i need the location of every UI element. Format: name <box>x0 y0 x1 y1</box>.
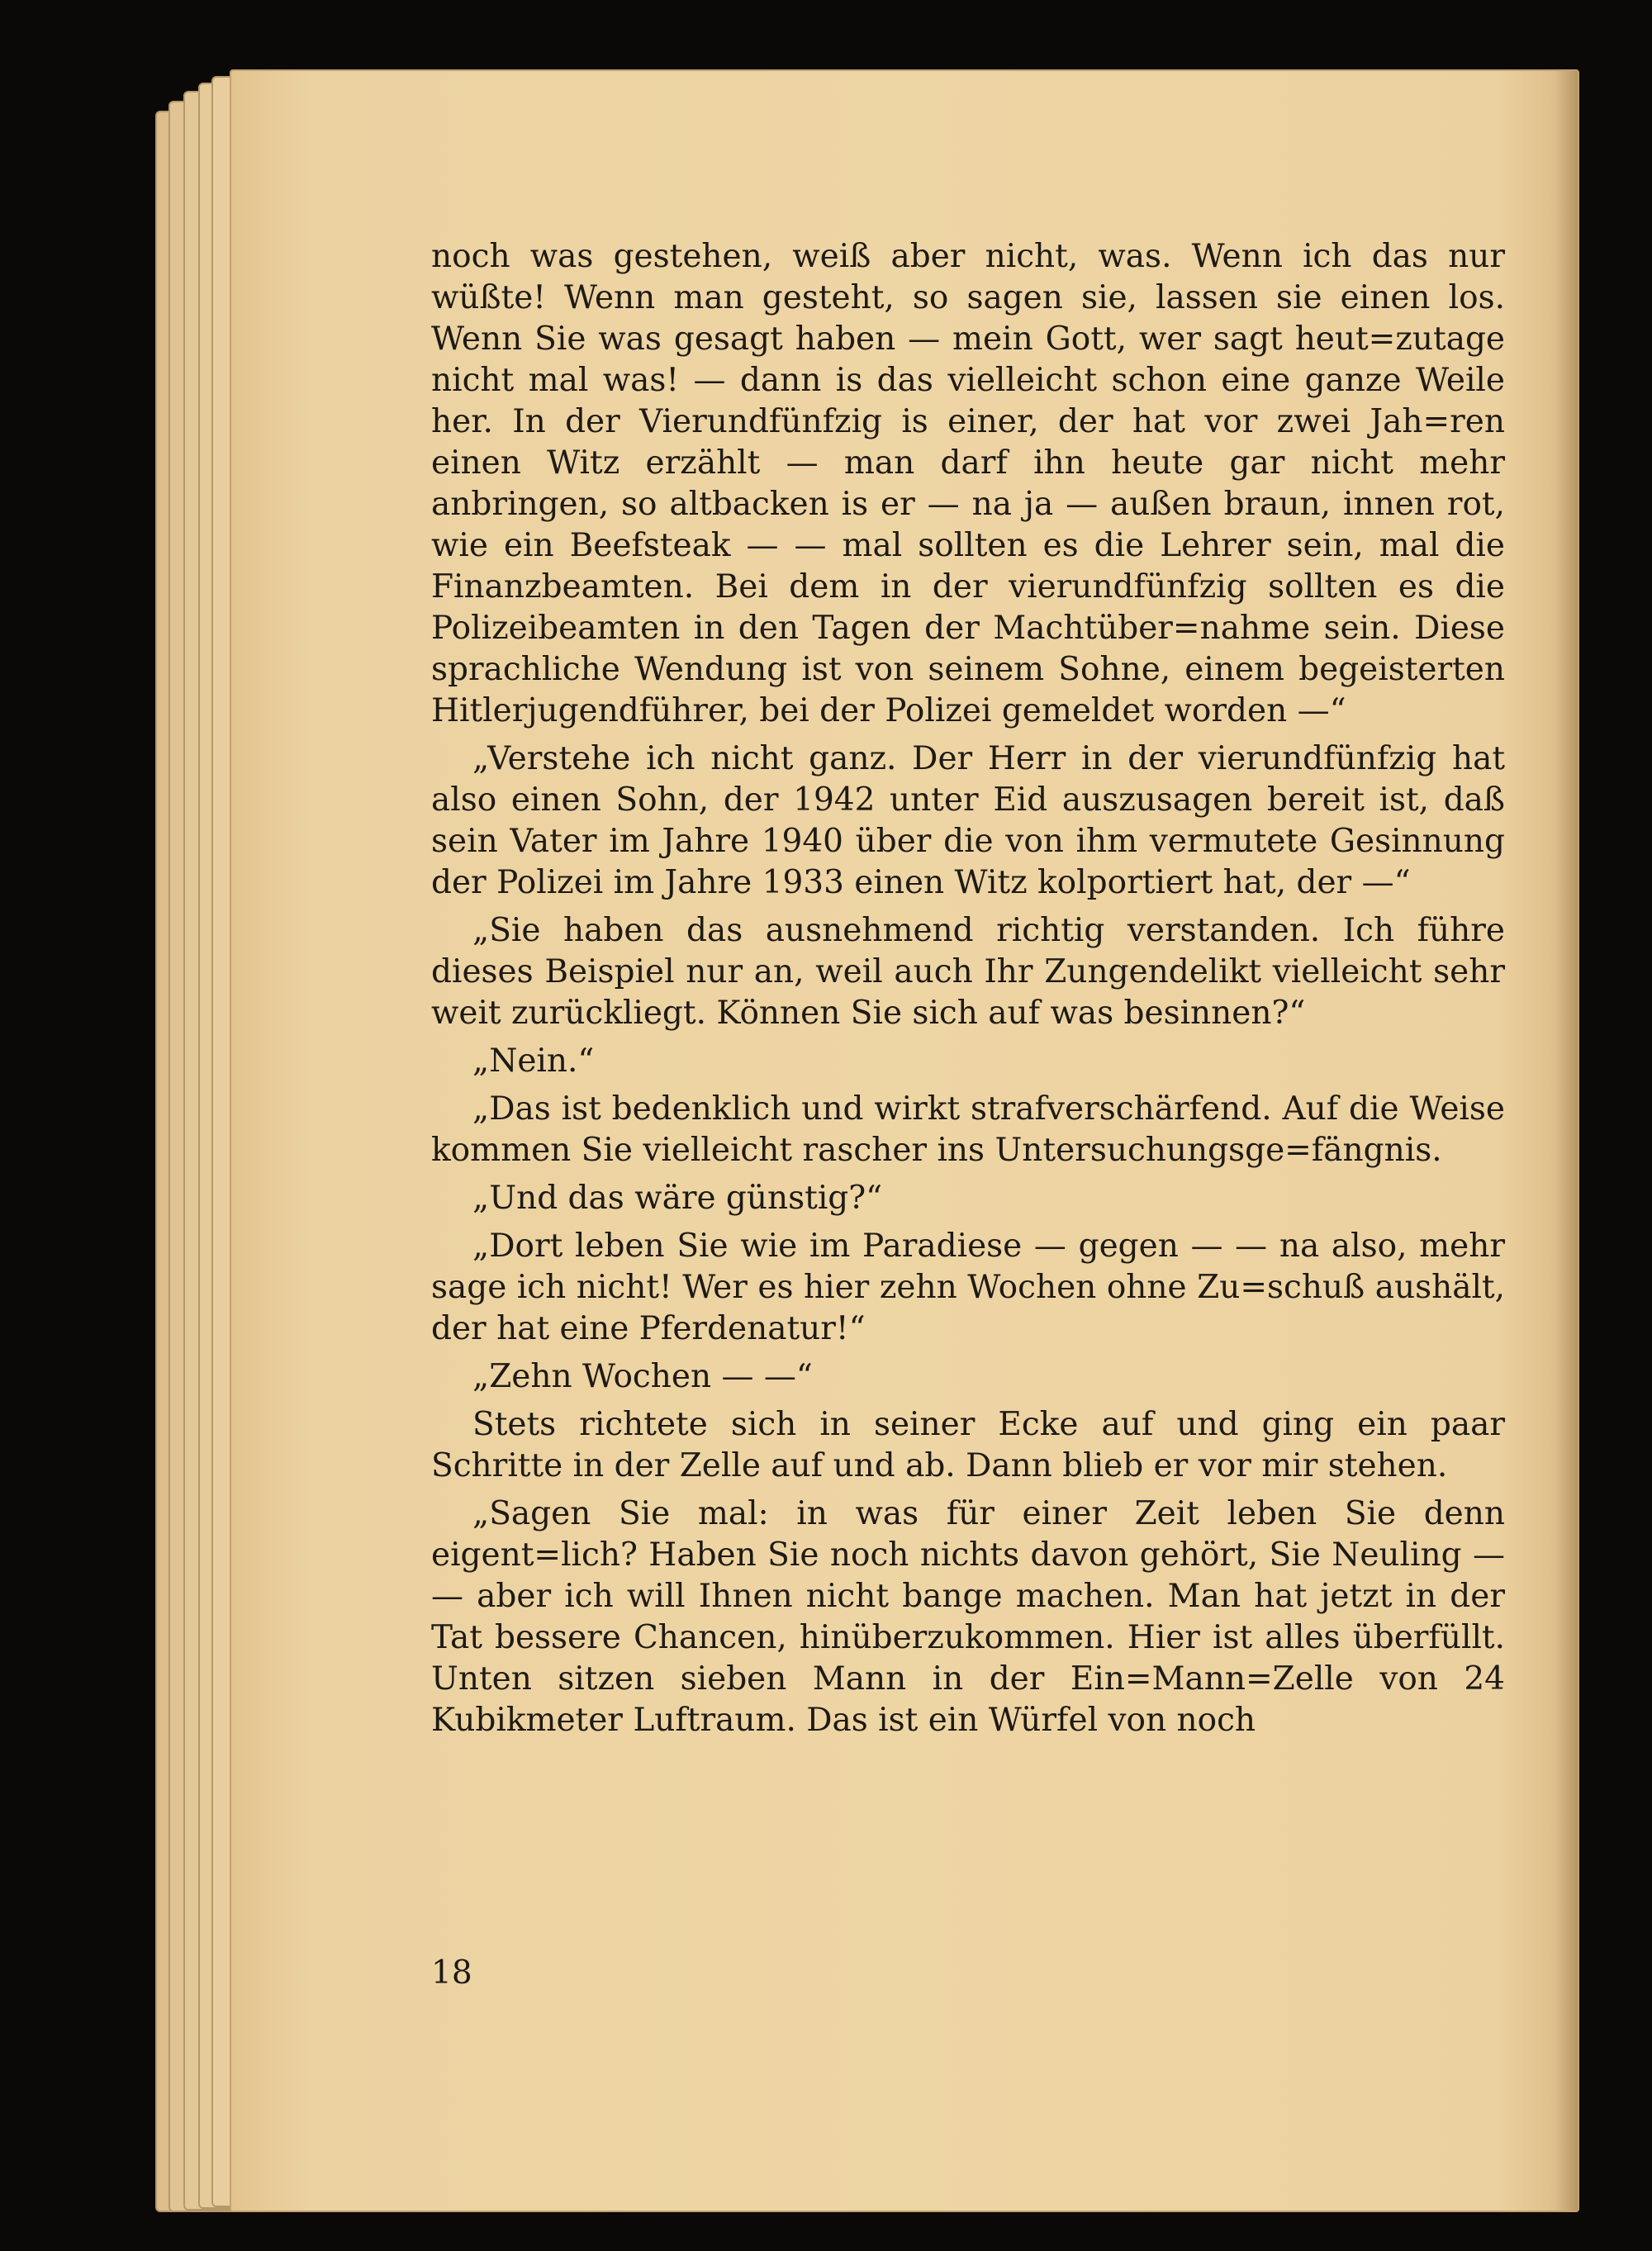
body-text <box>431 236 1505 1748</box>
paragraph-8: „Zehn Wochen — —“ <box>472 1358 813 1395</box>
paragraph-9: Stets richtete sich in seiner Ecke auf und ging ein paar Schritte in der Zelle auf und ab. Dann blieb er vor mir stehen. <box>431 1406 1505 1484</box>
paragraph-2: „Verstehe ich nicht ganz. Der Herr in der vierundfünfzig hat also einen Sohn, der 1942 unter Eid auszusagen bereit ist, daß sein Vater im Jahre 1940 über die von ihm vermutete Gesinnung der Polizei im Jahre 1933 einen Witz kolportiert hat, der —“ <box>431 740 1505 901</box>
page-number: 18 <box>431 1954 472 1992</box>
paragraph-7: „Dort leben Sie wie im Paradiese — gegen — — na also, mehr sage ich nicht! Wer es hier zehn Wochen ohne Zu=schuß aushält, der hat eine Pferdenatur!“ <box>431 1228 1505 1347</box>
book-page <box>230 69 1579 2212</box>
paragraph-1: noch was gestehen, weiß aber nicht, was. Wenn ich das nur wüßte! Wenn man gesteht, so sagen sie, lassen sie einen los. Wenn Sie was gesagt haben — mein Gott, wer sagt heut=zutage nicht mal was! — dann is das vielleicht schon eine ganze Weile her. In der Vierundfünfzig is einer, der hat vor zwei Jah=ren einen Witz erzählt — man darf ihn heute gar nicht mehr anbringen, so altbacken is er — na ja — außen braun, innen rot, wie ein Beefsteak — — mal sollten es die Lehrer sein, mal die Finanzbeamten. Bei dem in der vierundfünfzig sollten es die Polizeibeamten in den Tagen der Machtüber=nahme sein. Diese sprachliche Wendung ist von seinem Sohne, einem begeisterten Hitlerjugendführer, bei der Polizei gemeldet worden —“ <box>431 238 1505 729</box>
paragraph-5: „Das ist bedenklich und wirkt strafverschärfend. Auf die Weise kommen Sie vielleicht rascher ins Untersuchungsge=fängnis. <box>431 1090 1505 1169</box>
paragraph-10: „Sagen Sie mal: in was für einer Zeit leben Sie denn eigent=lich? Haben Sie noch nichts davon gehört, Sie Neuling — — aber ich will Ihnen nicht bange machen. Man hat jetzt in der Tat bessere Chancen, hinüberzukommen. Hier ist alles überfüllt. Unten sitzen sieben Mann in der Ein=Mann=Zelle von 24 Kubikmeter Luftraum. Das ist ein Würfel von noch <box>431 1495 1505 1739</box>
paragraph-4: „Nein.“ <box>472 1042 595 1080</box>
paragraph-6: „Und das wäre günstig?“ <box>472 1180 883 1217</box>
paragraph-3: „Sie haben das ausnehmend richtig verstanden. Ich führe dieses Beispiel nur an, weil auch Ihr Zungendelikt vielleicht sehr weit zurückliegt. Können Sie sich auf was besinnen?“ <box>431 912 1505 1032</box>
page-gutter-shadow <box>1555 71 1578 2211</box>
